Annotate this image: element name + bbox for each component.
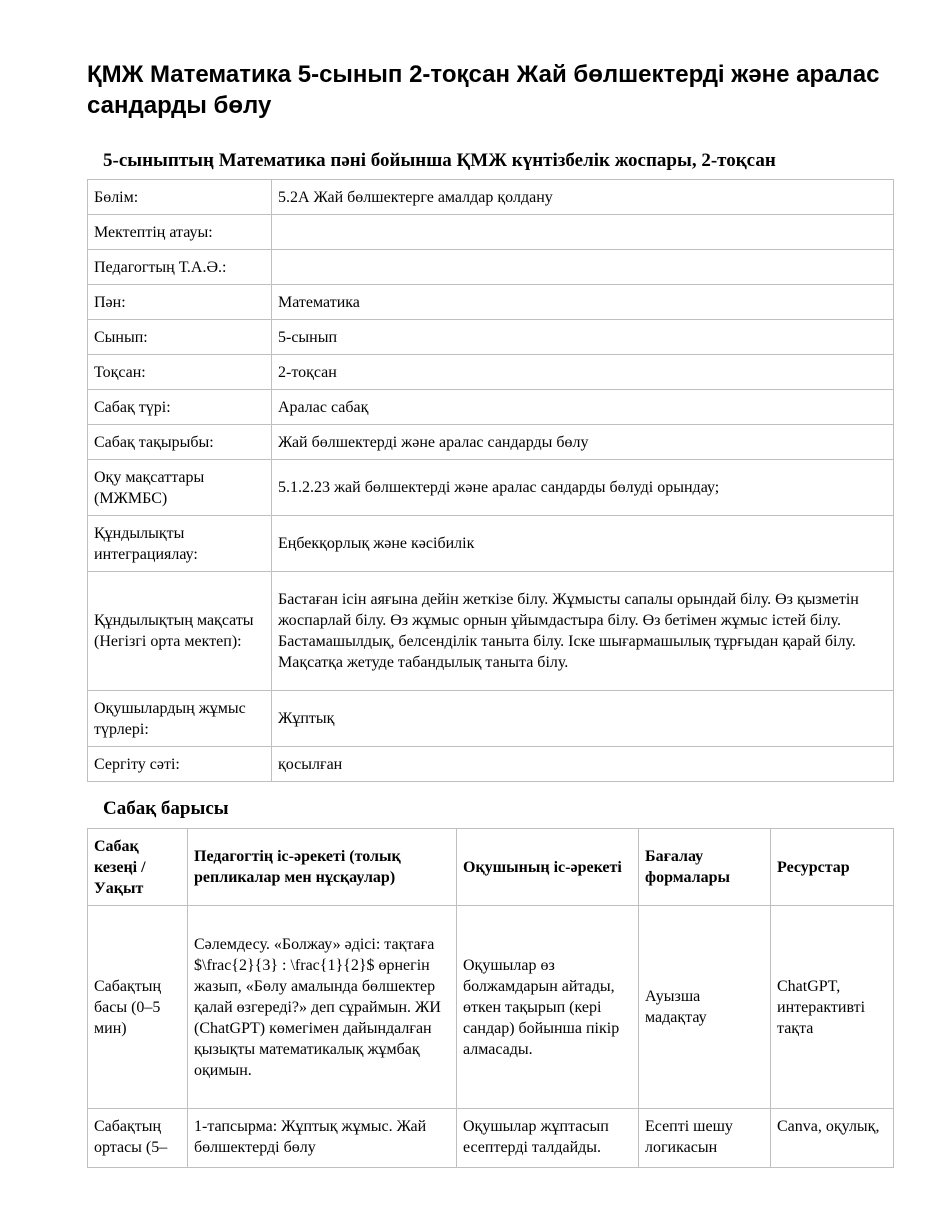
- info-row-school: [88, 215, 894, 250]
- info-label: Педагогтың Т.А.Ә.:: [88, 250, 272, 285]
- info-value: Еңбекқорлық және кәсібилік: [272, 516, 894, 572]
- info-row-section: [88, 180, 894, 215]
- header-assessment: Бағалау формалары: [639, 829, 771, 906]
- info-value: Аралас сабақ: [272, 390, 894, 425]
- info-value: [272, 215, 894, 250]
- info-value: Бастаған ісін аяғына дейін жеткізе білу. Жұмысты сапалы орындай білу. Өз қызметін жоспарлай білу. Өз жұмыс орнын ұйымдастыра білу. Өз бетімен жұмыс істей білу. Бастамашылдық, белсенділік таныта білу. Іске шығармашылық тұрғыдан қарай білу. Мақсатқа жетуде табандылық таныта білу.: [272, 572, 894, 691]
- info-row-value-integration: [88, 516, 894, 572]
- info-label: Құндылықтың мақсаты (Негізгі орта мектеп):: [88, 572, 272, 691]
- info-value: 5.1.2.23 жай бөлшектерді және аралас сандарды бөлуді орындау;: [272, 460, 894, 516]
- resources-cell: ChatGPT, интерактивті тақта: [771, 906, 894, 1109]
- info-label: Сабақ тақырыбы:: [88, 425, 272, 460]
- info-label: Сынып:: [88, 320, 272, 355]
- info-row-refresher: [88, 747, 894, 782]
- student-activity-cell: Оқушылар өз болжамдарын айтады, өткен тақырып (кері сандар) бойынша пікір алмасады.: [457, 906, 639, 1109]
- stage-cell: Сабақтың ортасы (5–: [88, 1109, 188, 1168]
- info-row-teacher: [88, 250, 894, 285]
- table-row: [88, 906, 894, 1109]
- info-row-lesson-topic: [88, 425, 894, 460]
- info-label: Бөлім:: [88, 180, 272, 215]
- info-label: Оқу мақсаттары (МЖМБС): [88, 460, 272, 516]
- info-row-lesson-type: [88, 390, 894, 425]
- resources-cell: Canva, оқулық,: [771, 1109, 894, 1168]
- assessment-cell: Есепті шешу логикасын: [639, 1109, 771, 1168]
- info-value: Жұптық: [272, 691, 894, 747]
- lesson-progress-heading: Сабақ барысы: [103, 798, 229, 819]
- stage-cell: Сабақтың басы (0–5 мин): [88, 906, 188, 1109]
- header-teacher-activity: Педагогтің іс-әрекеті (толық репликалар мен нұсқаулар): [188, 829, 457, 906]
- info-row-value-goal: [88, 572, 894, 691]
- plan-heading: 5-сыныптың Математика пәні бойынша ҚМЖ күнтізбелік жоспары, 2-тоқсан: [103, 150, 776, 171]
- teacher-activity-cell: 1-тапсырма: Жұптық жұмыс. Жай бөлшектерді бөлу: [188, 1109, 457, 1168]
- info-value: [272, 250, 894, 285]
- info-label: Тоқсан:: [88, 355, 272, 390]
- teacher-activity-cell: Сәлемдесу. «Болжау» әдісі: тақтаға $\frac{2}{3} : \frac{1}{2}$ өрнегін жазып, «Бөлу амалында бөлшектер қалай өзгереді?» деп сұраймын. ЖИ (ChatGPT) көмегімен дайындалған қызықты математикалық жұмбақ оқимын.: [188, 906, 457, 1109]
- student-activity-cell: Оқушылар жұптасып есептерді талдайды.: [457, 1109, 639, 1168]
- info-value: қосылған: [272, 747, 894, 782]
- info-value: 5.2А Жай бөлшектерге амалдар қолдану: [272, 180, 894, 215]
- table-row: [88, 1109, 894, 1168]
- info-label: Құндылықты интеграциялау:: [88, 516, 272, 572]
- info-row-learning-objectives: [88, 460, 894, 516]
- info-label: Мектептің атауы:: [88, 215, 272, 250]
- info-label: Пән:: [88, 285, 272, 320]
- info-label: Сабақ түрі:: [88, 390, 272, 425]
- document-title: ҚМЖ Математика 5-сынып 2-тоқсан Жай бөлшектерді және аралас сандарды бөлу: [87, 61, 880, 119]
- info-value: 5-сынып: [272, 320, 894, 355]
- lesson-table-header-row: [88, 829, 894, 906]
- info-row-grade: [88, 320, 894, 355]
- info-value: 2-тоқсан: [272, 355, 894, 390]
- info-label: Оқушылардың жұмыс түрлері:: [88, 691, 272, 747]
- info-value: Математика: [272, 285, 894, 320]
- info-row-work-types: [88, 691, 894, 747]
- header-resources: Ресурстар: [771, 829, 894, 906]
- lesson-progress-table: [87, 828, 894, 1168]
- info-row-quarter: [88, 355, 894, 390]
- header-student-activity: Оқушының іс-әрекеті: [457, 829, 639, 906]
- info-value: Жай бөлшектерді және аралас сандарды бөлу: [272, 425, 894, 460]
- assessment-cell: Ауызша мадақтау: [639, 906, 771, 1109]
- info-row-subject: [88, 285, 894, 320]
- info-label: Сергіту сәті:: [88, 747, 272, 782]
- lesson-info-table: [87, 179, 894, 782]
- header-stage-time: Сабақ кезеңі / Уақыт: [88, 829, 188, 906]
